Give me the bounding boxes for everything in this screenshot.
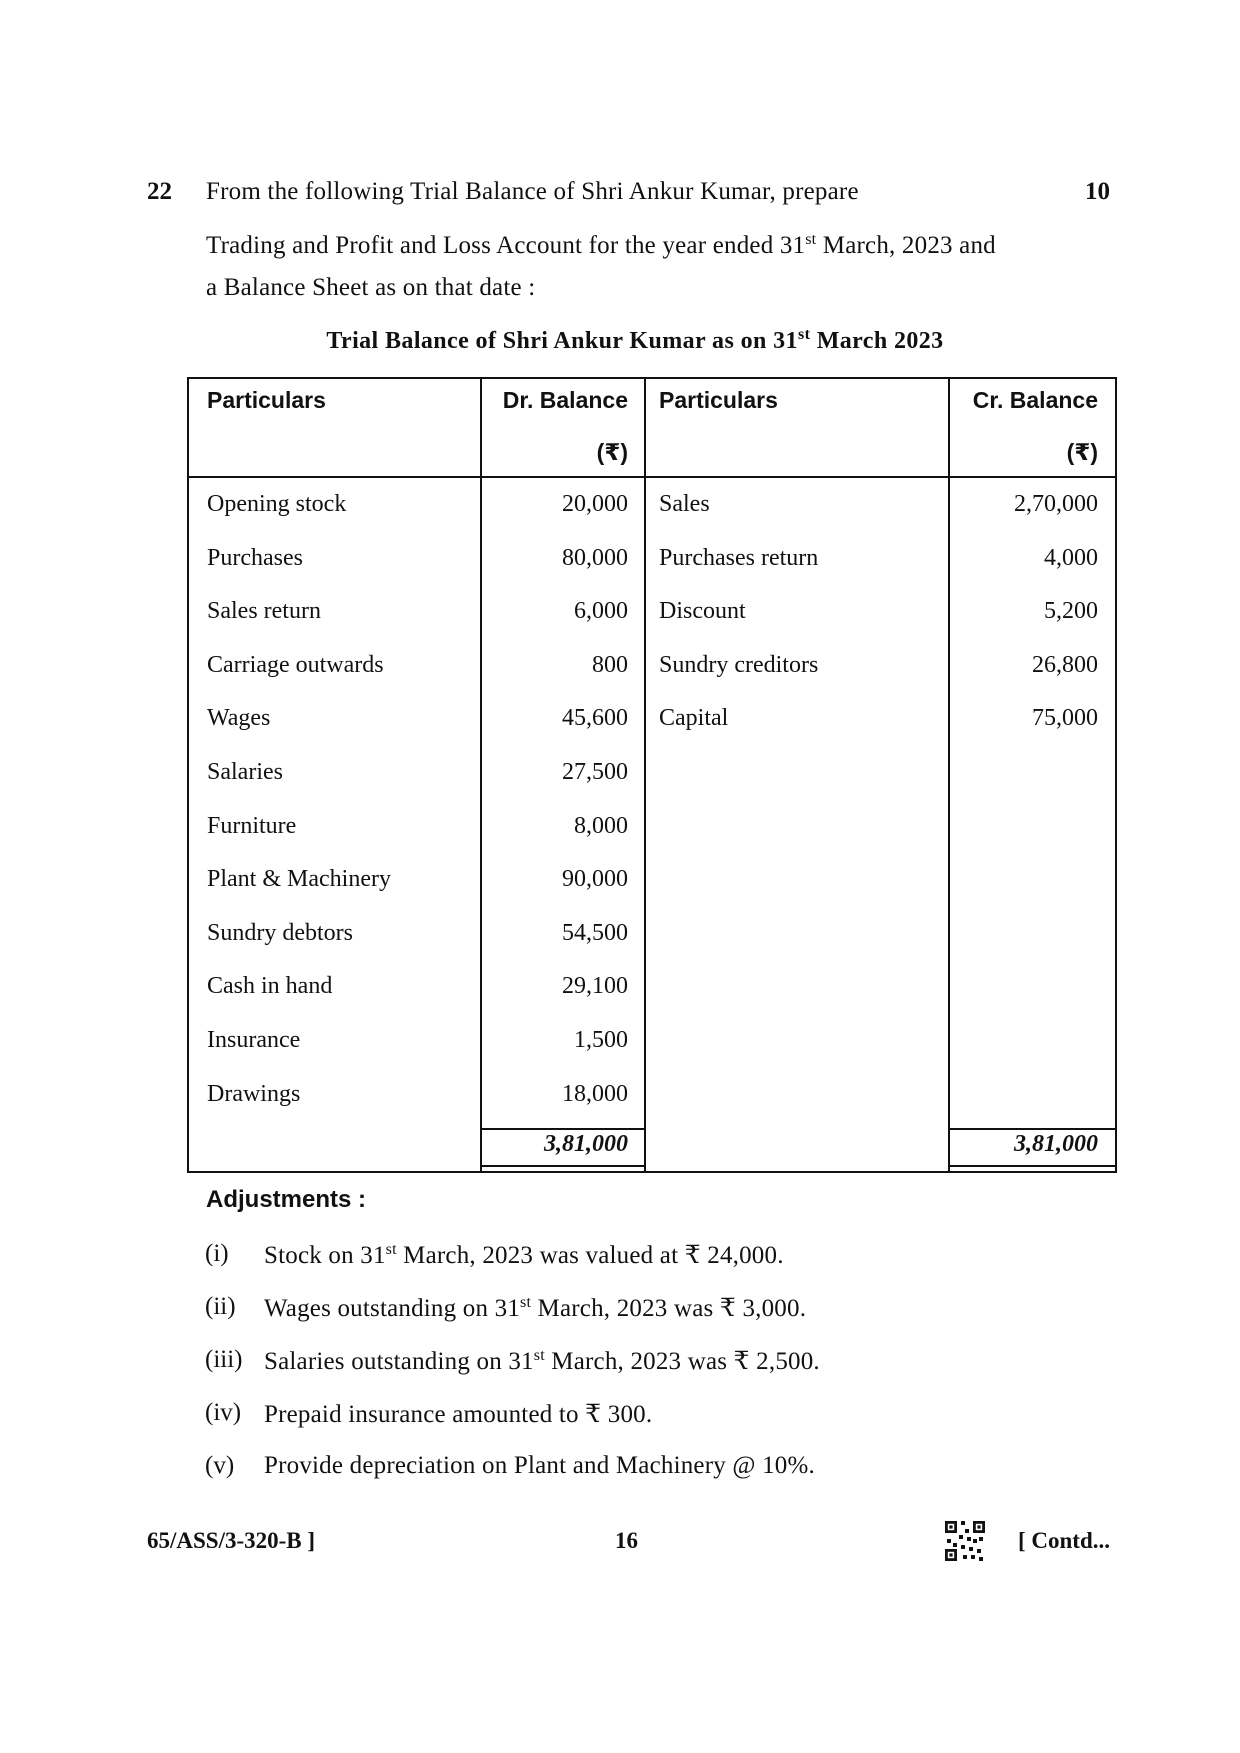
total-rule-bottom-dr <box>480 1165 644 1167</box>
adjustment-number: (i) <box>205 1240 229 1267</box>
dr-row-amount: 8,000 <box>574 812 628 839</box>
dr-row-particular: Sundry debtors <box>207 919 353 946</box>
adjustment-number: (ii) <box>205 1293 236 1320</box>
dr-total: 3,81,000 <box>544 1131 628 1157</box>
cr-row-amount: 4,000 <box>1044 544 1098 571</box>
dr-row-particular: Carriage outwards <box>207 651 384 678</box>
adjustment-text: Wages outstanding on 31st March, 2023 was ₹ 3,000. <box>264 1294 807 1322</box>
paper-code: 65/ASS/3-320-B ] <box>147 1528 316 1553</box>
total-rule-bottom-cr <box>948 1165 1115 1167</box>
table-title: Trial Balance of Shri Ankur Kumar as on 31st March 2023 <box>326 326 944 354</box>
question-line-2: Trading and Profit and Loss Account for the year ended 31st March, 2023 and <box>206 231 996 259</box>
dr-row-particular: Insurance <box>207 1027 301 1053</box>
dr-row-particular: Wages <box>207 705 271 732</box>
dr-row-particular: Cash in hand <box>207 973 333 1000</box>
adjustment-text: Stock on 31st March, 2023 was valued at ₹ 24,000. <box>264 1241 784 1269</box>
adjustment-number: (iv) <box>205 1399 242 1426</box>
dr-row-amount: 1,500 <box>574 1027 628 1053</box>
adjustment-number: (iii) <box>205 1346 243 1373</box>
dr-row-amount: 29,100 <box>562 973 628 1000</box>
header-cr-balance: Cr. Balance <box>972 387 1098 413</box>
dr-row-amount: 27,500 <box>562 759 628 785</box>
dr-row-amount: 20,000 <box>562 491 628 517</box>
total-rule-top-cr <box>948 1128 1115 1130</box>
dr-row-particular: Salaries <box>207 759 283 785</box>
dr-row-amount: 6,000 <box>574 598 628 625</box>
dr-row-particular: Plant & Machinery <box>207 866 391 893</box>
cr-row-amount: 5,200 <box>1044 598 1098 625</box>
adjustment-text: Salaries outstanding on 31st March, 2023 was ₹ 2,500. <box>264 1347 820 1375</box>
dr-row-amount: 54,500 <box>562 919 628 946</box>
dr-row-particular: Opening stock <box>207 491 347 517</box>
adjustment-number: (v) <box>205 1452 235 1479</box>
page-number: 16 <box>615 1528 638 1553</box>
dr-row-amount: 45,600 <box>562 705 628 732</box>
cr-row-particular: Sundry creditors <box>659 651 819 678</box>
question-marks: 10 <box>1085 178 1110 205</box>
adjustments-heading: Adjustments : <box>206 1186 367 1213</box>
dr-row-particular: Furniture <box>207 812 297 839</box>
header-dr-particulars: Particulars <box>207 387 326 413</box>
column-divider <box>644 379 646 1171</box>
cr-total: 3,81,000 <box>1014 1131 1098 1157</box>
dr-row-amount: 800 <box>592 651 628 678</box>
trial-balance-table <box>187 377 1117 1173</box>
question-line-3: a Balance Sheet as on that date : <box>206 274 536 301</box>
header-dr-unit: (₹) <box>596 439 628 465</box>
question-number: 22 <box>147 178 172 205</box>
adjustment-text: Prepaid insurance amounted to ₹ 300. <box>264 1401 653 1428</box>
cr-row-particular: Discount <box>659 598 746 625</box>
dr-row-particular: Purchases <box>207 544 303 571</box>
question-line-1: From the following Trial Balance of Shri Ankur Kumar, prepare <box>206 178 859 205</box>
dr-row-amount: 80,000 <box>562 544 628 571</box>
dr-row-particular: Sales return <box>207 598 321 625</box>
header-dr-balance: Dr. Balance <box>502 387 628 413</box>
dr-row-amount: 90,000 <box>562 866 628 893</box>
cr-row-amount: 75,000 <box>1032 705 1098 732</box>
dr-row-particular: Drawings <box>207 1080 301 1107</box>
dr-row-amount: 18,000 <box>562 1080 628 1107</box>
cr-row-amount: 2,70,000 <box>1014 491 1098 517</box>
cr-row-particular: Capital <box>659 705 729 732</box>
header-divider <box>189 476 1115 478</box>
cr-row-amount: 26,800 <box>1032 651 1098 678</box>
cr-row-particular: Sales <box>659 491 710 517</box>
header-cr-unit: (₹) <box>1066 439 1098 465</box>
header-cr-particulars: Particulars <box>659 387 778 413</box>
adjustment-text: Provide depreciation on Plant and Machinery @ 10%. <box>264 1452 815 1479</box>
continued-label: [ Contd... <box>1018 1528 1111 1553</box>
total-rule-top-dr <box>480 1128 644 1130</box>
cr-row-particular: Purchases return <box>659 544 819 571</box>
qr-code-icon <box>945 1521 985 1561</box>
